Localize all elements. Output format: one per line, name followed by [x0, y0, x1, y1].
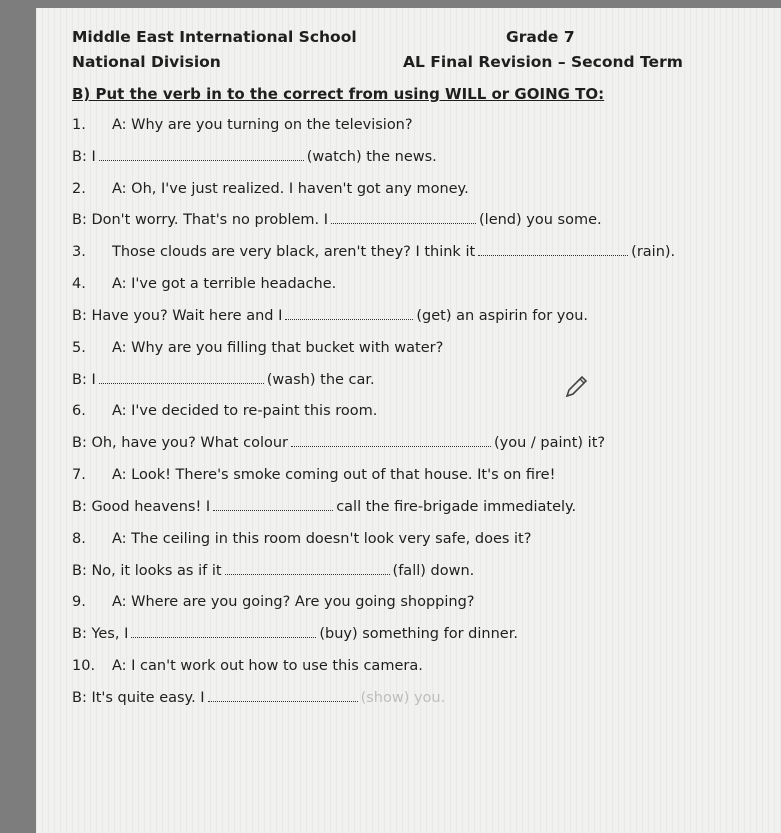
item-1-answer — [72, 148, 437, 166]
question-text: A: The ceiling in this room doesn't look very safe, does it? — [112, 531, 532, 547]
item-8-answer — [72, 562, 474, 580]
item-3-question — [72, 243, 675, 261]
item-9-question — [72, 593, 475, 611]
item-4-answer — [72, 307, 588, 325]
verb-hint: (you / paint) it? — [494, 435, 606, 451]
item-9-answer — [72, 625, 518, 643]
verb-hint: (rain). — [631, 244, 676, 260]
division-label: National Division — [72, 53, 221, 71]
item-8-question — [72, 530, 531, 548]
answer-prefix: B: No, it looks as if it — [72, 563, 222, 579]
item-6-answer — [72, 434, 605, 452]
item-7-answer — [72, 498, 576, 516]
answer-blank[interactable] — [99, 148, 304, 161]
answer-blank[interactable] — [225, 562, 390, 575]
verb-hint: call the fire-brigade immediately. — [336, 499, 577, 515]
answer-blank[interactable] — [131, 625, 316, 638]
question-text: A: I've decided to re-paint this room. — [112, 403, 378, 419]
question-text: A: Where are you going? Are you going shopping? — [112, 594, 475, 610]
verb-hint: (show) you. — [360, 690, 446, 706]
answer-prefix: B: I — [72, 372, 96, 388]
question-text: A: Why are you turning on the television? — [112, 117, 413, 133]
verb-hint: (watch) the news. — [306, 149, 437, 165]
answer-prefix: B: Good heavens! I — [72, 499, 211, 515]
item-7-question — [72, 466, 555, 484]
item-5-answer — [72, 371, 375, 389]
item-number: 4. — [72, 276, 86, 292]
question-text: A: Why are you filling that bucket with water? — [112, 340, 444, 356]
item-number: 2. — [72, 181, 86, 197]
item-number: 3. — [72, 244, 86, 260]
item-6-question — [72, 402, 377, 420]
verb-hint: (wash) the car. — [266, 372, 375, 388]
item-10-question — [72, 657, 423, 675]
item-number: 7. — [72, 467, 86, 483]
verb-hint: (get) an aspirin for you. — [416, 308, 589, 324]
answer-blank[interactable] — [208, 689, 358, 702]
answer-blank[interactable] — [331, 211, 476, 224]
question-text: A: I've got a terrible headache. — [112, 276, 337, 292]
answer-blank[interactable] — [99, 371, 264, 384]
verb-hint: (lend) you some. — [479, 212, 602, 228]
item-4-question — [72, 275, 336, 293]
answer-prefix: B: Oh, have you? What colour — [72, 435, 288, 451]
revision-title: AL Final Revision – Second Term — [403, 53, 683, 71]
verb-hint: (fall) down. — [392, 563, 475, 579]
answer-blank[interactable] — [213, 498, 333, 511]
item-2-answer — [72, 211, 602, 229]
answer-prefix: B: Have you? Wait here and I — [72, 308, 283, 324]
item-number: 6. — [72, 403, 86, 419]
answer-prefix: B: Don't worry. That's no problem. I — [72, 212, 329, 228]
question-text: A: Oh, I've just realized. I haven't got any money. — [112, 181, 469, 197]
item-1-question — [72, 116, 413, 134]
answer-prefix: B: I — [72, 149, 96, 165]
verb-hint: (buy) something for dinner. — [319, 626, 518, 642]
answer-blank[interactable] — [291, 434, 491, 447]
item-5-question — [72, 339, 443, 357]
grade-label: Grade 7 — [506, 28, 575, 46]
item-number: 1. — [72, 117, 86, 133]
question-text: A: Look! There's smoke coming out of that house. It's on fire! — [112, 467, 556, 483]
item-number: 9. — [72, 594, 86, 610]
answer-blank[interactable] — [285, 307, 413, 320]
pencil-icon — [564, 373, 590, 399]
worksheet-page — [36, 8, 781, 833]
item-number: 10. — [72, 658, 96, 674]
item-2-question — [72, 180, 469, 198]
instruction: B) Put the verb in to the correct from using WILL or GOING TO: — [72, 85, 605, 103]
answer-prefix: B: It's quite easy. I — [72, 690, 205, 706]
answer-prefix: B: Yes, I — [72, 626, 129, 642]
item-number: 8. — [72, 531, 86, 547]
item-number: 5. — [72, 340, 86, 356]
school-name: Middle East International School — [72, 28, 357, 46]
question-text: A: I can't work out how to use this camera. — [112, 658, 423, 674]
question-text: Those clouds are very black, aren't they? I think it — [112, 244, 476, 260]
item-10-answer — [72, 689, 445, 707]
answer-blank[interactable] — [478, 243, 628, 256]
